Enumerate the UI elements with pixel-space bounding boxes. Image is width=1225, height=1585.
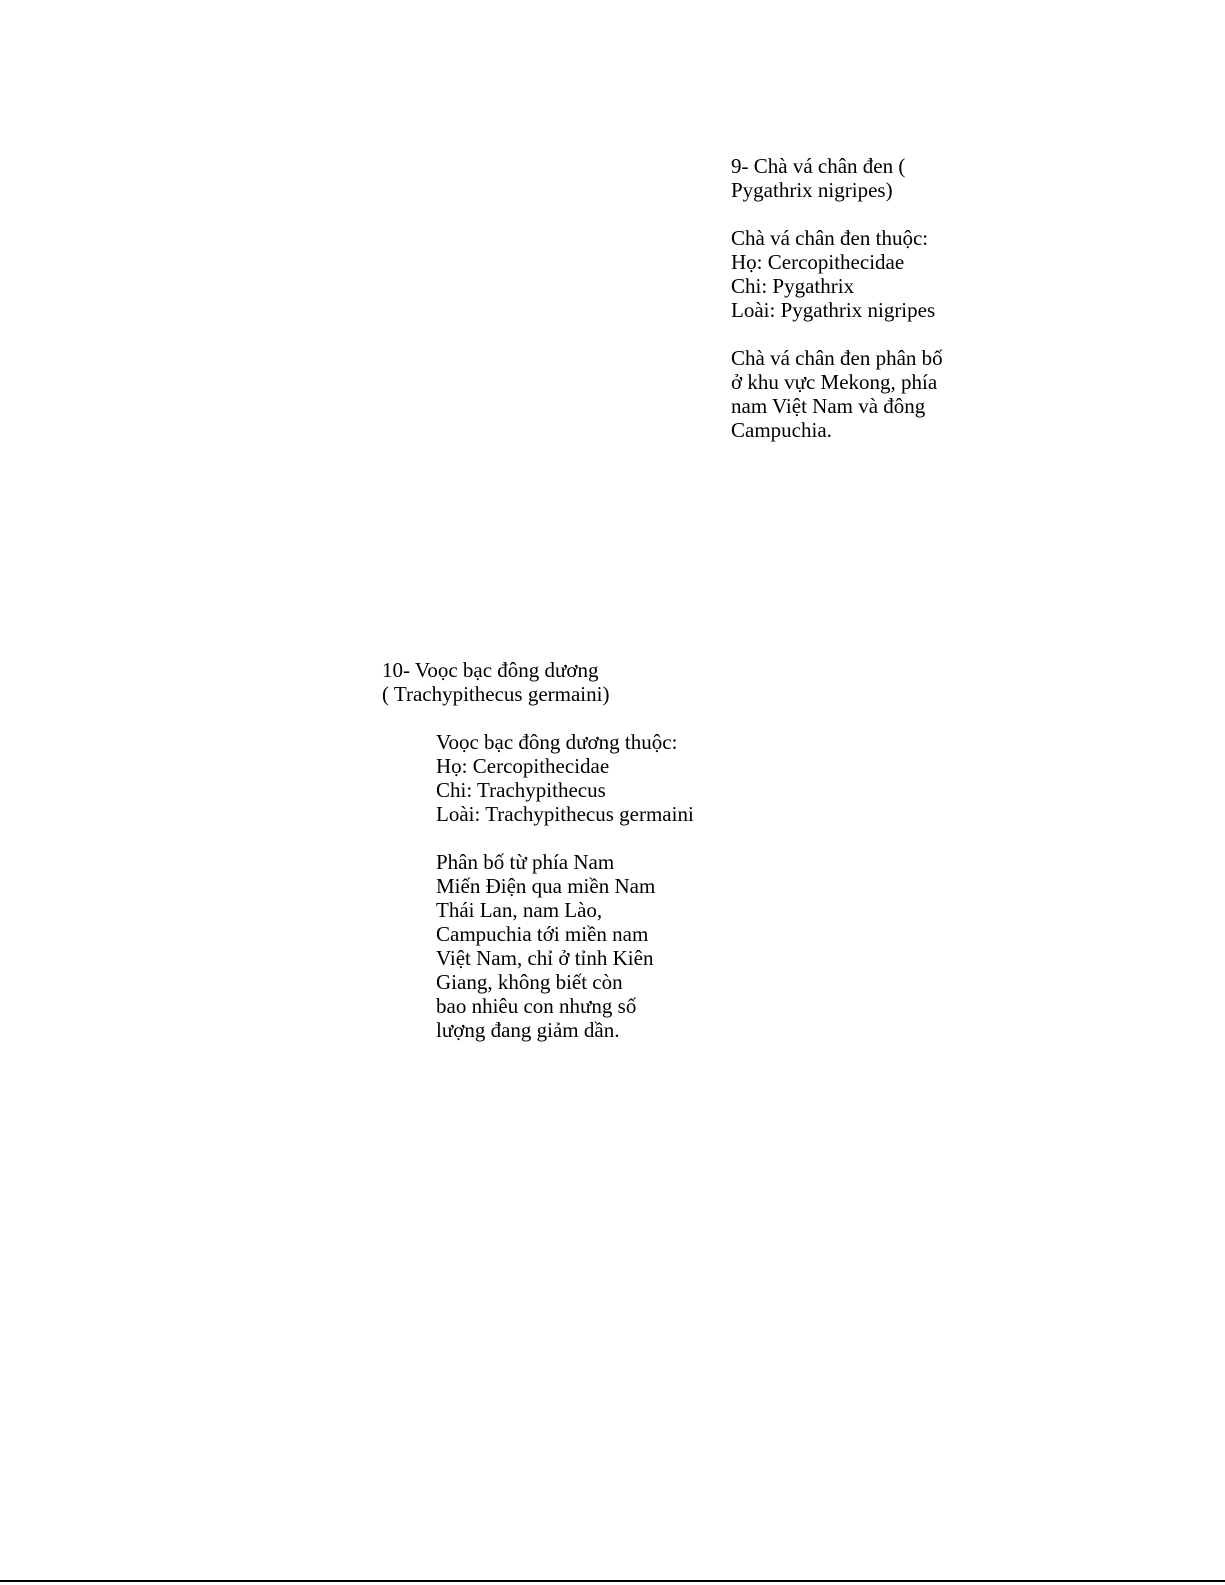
classification-line: Loài: Pygathrix nigripes	[731, 298, 936, 322]
distribution-line: Việt Nam, chỉ ở tỉnh Kiên	[436, 946, 654, 970]
distribution-line: Miến Điện qua miền Nam	[436, 874, 656, 898]
title-line: Pygathrix nigripes)	[731, 178, 893, 202]
distribution-line: Phân bố từ phía Nam	[436, 850, 615, 874]
distribution-line: ở khu vực Mekong, phía	[731, 370, 938, 394]
classification-line: Họ: Cercopithecidae	[436, 754, 610, 778]
section-9-title	[731, 154, 943, 202]
section-10-title	[382, 658, 609, 706]
section-10-classification	[436, 730, 694, 826]
distribution-line: Campuchia.	[731, 418, 832, 442]
classification-line: Voọc bạc đông dương thuộc:	[436, 730, 678, 754]
title-line: 9- Chà vá chân đen (	[731, 154, 906, 178]
distribution-line: nam Việt Nam và đông	[731, 394, 926, 418]
classification-line: Chi: Pygathrix	[731, 274, 855, 298]
distribution-line: lượng đang giảm dần.	[436, 1018, 620, 1042]
distribution-line: Thái Lan, nam Lào,	[436, 898, 603, 922]
distribution-line: bao nhiêu con nhưng số	[436, 994, 637, 1018]
section-9-distribution	[731, 346, 943, 442]
classification-line: Họ: Cercopithecidae	[731, 250, 905, 274]
distribution-line: Giang, không biết còn	[436, 970, 623, 994]
classification-line: Chà vá chân đen thuộc:	[731, 226, 929, 250]
classification-line: Loài: Trachypithecus germaini	[436, 802, 694, 826]
section-9-pygathrix-nigripes	[731, 154, 943, 442]
title-line: ( Trachypithecus germaini)	[382, 682, 610, 706]
classification-line: Chi: Trachypithecus	[436, 778, 606, 802]
section-9-classification	[731, 226, 943, 322]
section-10-trachypithecus-germaini	[436, 730, 694, 1042]
distribution-line: Chà vá chân đen phân bố	[731, 346, 943, 370]
distribution-line: Campuchia tới miền nam	[436, 922, 649, 946]
section-10-distribution	[436, 850, 694, 1042]
title-line: 10- Voọc bạc đông dương	[382, 658, 599, 682]
page-bottom-rule	[0, 1580, 1225, 1582]
